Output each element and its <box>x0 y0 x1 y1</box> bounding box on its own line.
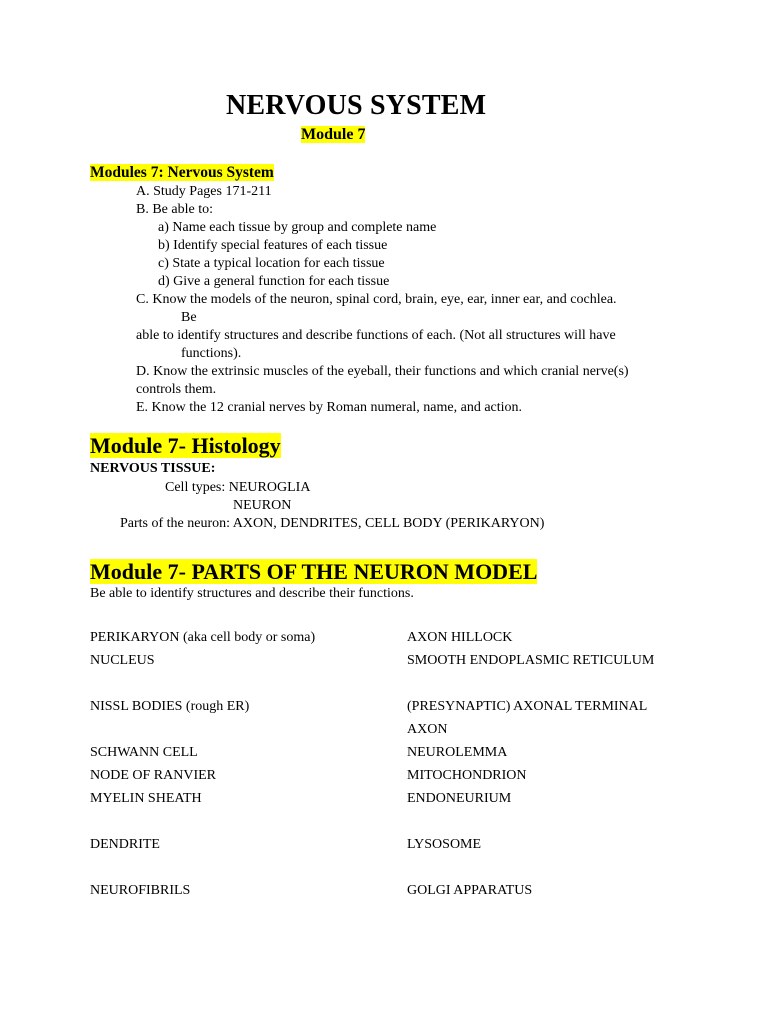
histology-heading-bold: Module 7 <box>90 433 179 458</box>
histology-heading-rest: - Histology <box>178 433 281 458</box>
neuron-model-heading-rest: - PARTS OF THE NEURON MODEL <box>178 559 538 584</box>
module-label <box>301 127 365 143</box>
structure-list-item: AXON <box>407 722 448 737</box>
overview-subitem: c) State a typical location for each tissue <box>158 256 385 271</box>
histology-heading <box>90 435 281 457</box>
structure-list-item: SCHWANN CELL <box>90 745 198 760</box>
nervous-tissue-label: NERVOUS TISSUE: <box>90 461 216 476</box>
structure-list-item: MITOCHONDRION <box>407 768 527 783</box>
overview-item-continued: functions). <box>181 346 242 361</box>
overview-subitem: a) Name each tissue by group and complete name <box>158 220 437 235</box>
structure-list-item: AXON HILLOCK <box>407 630 513 645</box>
neuron-model-instruction: Be able to identify structures and describe their functions. <box>90 586 414 601</box>
neuron-model-heading-bold: Module 7 <box>90 559 179 584</box>
neuron-parts-line: Parts of the neuron: AXON, DENDRITES, CELL BODY (PERIKARYON) <box>120 516 545 531</box>
overview-heading <box>90 165 274 181</box>
overview-item: A. Study Pages 171-211 <box>136 184 272 199</box>
structure-list-item: LYSOSOME <box>407 837 482 852</box>
neuron-model-heading <box>90 561 537 583</box>
overview-item-continued: Be <box>181 310 197 325</box>
neuron-model-heading-highlight <box>90 559 537 584</box>
structure-list-item: NISSL BODIES (rough ER) <box>90 699 250 714</box>
structure-list-item: GOLGI APPARATUS <box>407 883 533 898</box>
page-title: NERVOUS SYSTEM <box>226 90 487 121</box>
overview-item: C. Know the models of the neuron, spinal cord, brain, eye, ear, inner ear, and cochlea. <box>136 292 617 307</box>
overview-item: B. Be able to: <box>136 202 213 217</box>
overview-subitem: d) Give a general function for each tissue <box>158 274 390 289</box>
structure-list-item: SMOOTH ENDOPLASMIC RETICULUM <box>407 653 655 668</box>
cell-types-line: Cell types: NEUROGLIA <box>165 480 311 495</box>
overview-item-continued: able to identify structures and describe functions of each. (Not all structures will have <box>136 328 616 343</box>
overview-subitem: b) Identify special features of each tissue <box>158 238 388 253</box>
structure-list-item: NODE OF RANVIER <box>90 768 216 783</box>
overview-item: D. Know the extrinsic muscles of the eyeball, their functions and which cranial nerve(s) <box>136 364 629 379</box>
overview-heading-text: Modules 7: Nervous System <box>90 164 274 181</box>
overview-item: E. Know the 12 cranial nerves by Roman numeral, name, and action. <box>136 400 523 415</box>
structure-list-item: DENDRITE <box>90 837 160 852</box>
structure-list-item: MYELIN SHEATH <box>90 791 202 806</box>
structure-list-item: ENDONEURIUM <box>407 791 512 806</box>
cell-types-line: NEURON <box>233 498 292 513</box>
structure-list-item: NUCLEUS <box>90 653 155 668</box>
module-label-text: Module 7 <box>301 126 366 143</box>
histology-heading-highlight <box>90 433 281 458</box>
overview-item-continued: controls them. <box>136 382 217 397</box>
structure-list-item: PERIKARYON (aka cell body or soma) <box>90 630 316 645</box>
structure-list-item: NEUROLEMMA <box>407 745 508 760</box>
structure-list-item: (PRESYNAPTIC) AXONAL TERMINAL <box>407 699 648 714</box>
structure-list-item: NEUROFIBRILS <box>90 883 191 898</box>
